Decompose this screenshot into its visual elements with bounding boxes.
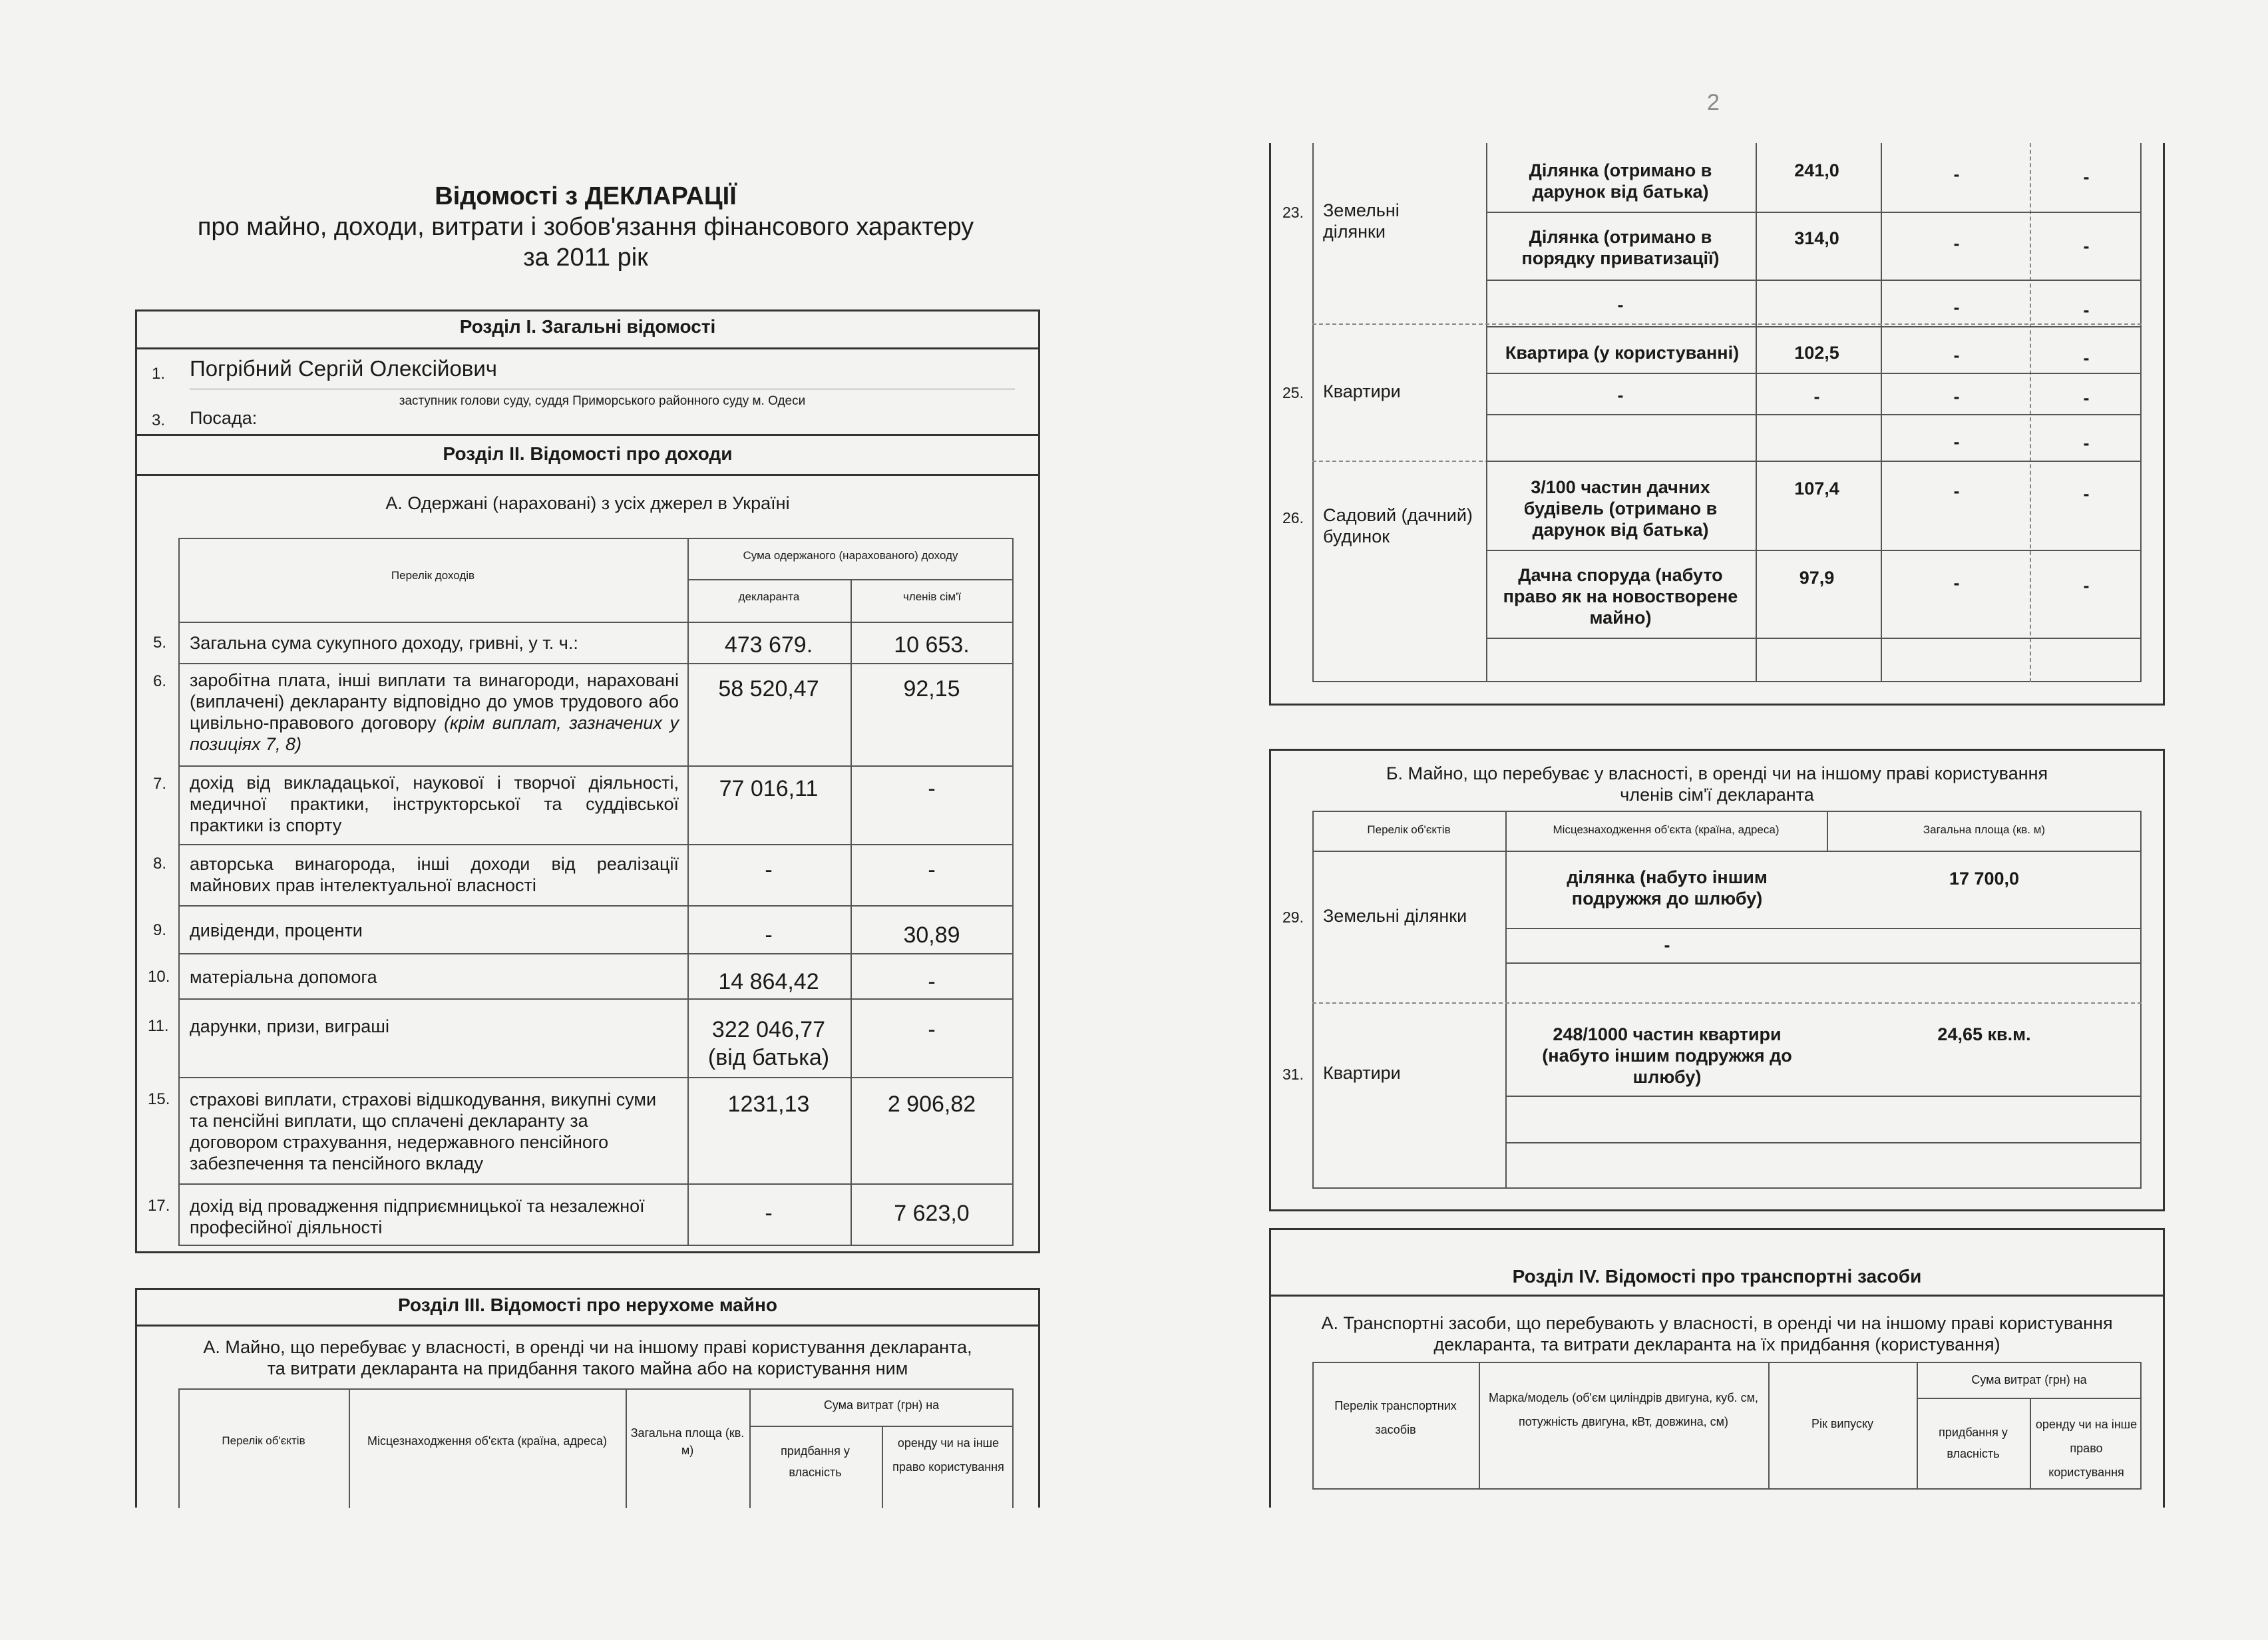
income-row-9-family: 30,89 bbox=[903, 922, 960, 948]
prop-26-item-1-buy: - bbox=[1953, 481, 1960, 501]
fam-head-location: Місцезнаходження об'єкта (країна, адреса) bbox=[1553, 823, 1780, 836]
prop-25-item-1-desc: Квартира (у користуванні) bbox=[1505, 343, 1740, 363]
prop-25-item-2-buy: - bbox=[1953, 387, 1960, 407]
income-row-11-text: дарунки, призи, виграші bbox=[190, 1016, 389, 1036]
prop-23-item-3-rent: - bbox=[2083, 300, 2090, 320]
prop-head-area: Загальна площа (кв. м) bbox=[630, 1426, 745, 1457]
fam-head-area: Загальна площа (кв. м) bbox=[1923, 823, 2046, 836]
income-row-17-declarant: - bbox=[765, 1201, 773, 1226]
income-row-8-text: авторська винагорода, інші доходи від реалізації майнових прав інтелектуальної власності bbox=[190, 854, 679, 895]
prop-26-item-2-area: 97,9 bbox=[1799, 568, 1835, 588]
fam-row-29-label: Земельні ділянки bbox=[1323, 906, 1467, 926]
document-title bbox=[133, 181, 1038, 273]
section-2-title: Розділ ІІ. Відомості про доходи bbox=[443, 443, 733, 464]
income-row-6-text: заробітна плата, інші виплати та винагороди, нараховані (виплачені) декларанту відповідно до умов трудового або цивільно-правового договору (крім виплат, зазначених у позиціях 7, 8) bbox=[190, 670, 679, 754]
income-row-15-num: 15. bbox=[148, 1090, 170, 1108]
title-subtitle: про майно, доходи, витрати і зобов'язання фінансового характеру bbox=[197, 213, 974, 241]
prop-row-23-num: 23. bbox=[1282, 204, 1304, 221]
title-main: Відомості з ДЕКЛАРАЦІЇ bbox=[435, 182, 737, 210]
income-row-15-text: страхові виплати, страхові відшкодування, викупні суми та пенсійні виплати, що сплачені декларанту за договором страхування, недержавного пенсійного забезпечення та пенсійного вкладу bbox=[190, 1090, 657, 1173]
prop-row-25-label: Квартири bbox=[1323, 381, 1401, 401]
veh-head-year: Рік випуску bbox=[1811, 1417, 1874, 1430]
prop-23-item-3-buy: - bbox=[1953, 298, 1960, 317]
income-row-5-num: 5. bbox=[153, 634, 167, 652]
prop-23-item-1-buy: - bbox=[1953, 164, 1960, 184]
prop-head-expenses: Сума витрат (грн) на bbox=[823, 1398, 940, 1412]
prop-23-item-2-area: 314,0 bbox=[1794, 228, 1839, 248]
veh-head-expenses: Сума витрат (грн) на bbox=[1971, 1373, 2087, 1386]
veh-head-buy: придбання у власність bbox=[1939, 1426, 2008, 1460]
income-row-7-declarant: 77 016,11 bbox=[719, 776, 819, 801]
prop-head-buy: придбання у власність bbox=[781, 1444, 850, 1479]
prop-row-26-label: Садовий (дачний) будинок bbox=[1323, 505, 1473, 546]
income-row-17-num: 17. bbox=[148, 1197, 170, 1215]
section-2a-subtitle: А. Одержані (нараховані) з усіх джерел в Україні bbox=[385, 493, 790, 513]
prop-23-item-2-desc: Ділянка (отримано в порядку приватизації) bbox=[1521, 227, 1720, 268]
title-year: за 2011 рік bbox=[523, 244, 648, 272]
prop-head-rent: оренду чи на інше право користування bbox=[892, 1436, 1004, 1474]
section-3b-title-2: членів сім'ї декларанта bbox=[1620, 785, 1814, 805]
prop-head-location: Місцезнаходження об'єкта (країна, адреса) bbox=[367, 1434, 607, 1448]
head-income-list: Перелік доходів bbox=[391, 569, 475, 582]
income-row-15-declarant: 1231,13 bbox=[727, 1092, 810, 1117]
income-row-9-text: дивіденди, проценти bbox=[190, 921, 363, 940]
veh-head-rent: оренду чи на інше право користування bbox=[2035, 1418, 2138, 1479]
income-row-10-num: 10. bbox=[148, 968, 170, 986]
income-row-7-num: 7. bbox=[153, 775, 167, 793]
prop-row-26-num: 26. bbox=[1282, 509, 1304, 526]
income-row-8-family: - bbox=[928, 857, 936, 883]
prop-23-item-1-desc: Ділянка (отримано в дарунок від батька) bbox=[1529, 160, 1712, 202]
prop-row-23-label: Земельні ділянки bbox=[1323, 200, 1400, 242]
income-row-17-family: 7 623,0 bbox=[894, 1201, 970, 1226]
income-row-6-family: 92,15 bbox=[903, 676, 960, 702]
income-row-11-num: 11. bbox=[148, 1017, 169, 1035]
income-row-6-declarant: 58 520,47 bbox=[718, 676, 819, 702]
fam-row-31-num: 31. bbox=[1282, 1066, 1304, 1083]
declarant-name: Погрібний Сергій Олексійович bbox=[190, 356, 497, 381]
fam-head-objects: Перелік об'єктів bbox=[1367, 823, 1451, 836]
position-label: Посада: bbox=[190, 408, 258, 428]
prop-23-item-3-desc: - bbox=[1617, 295, 1624, 315]
section-3a-subtitle-2: та витрати декларанта на придбання такого майна або на користування ним bbox=[267, 1358, 908, 1378]
veh-head-model: Марка/модель (об'єм циліндрів двигуна, куб. см, потужність двигуна, кВт, довжина, см) bbox=[1488, 1391, 1759, 1428]
income-row-7-text: дохід від викладацької, наукової і творчої діяльності, медичної практики, інструкторської та суддівської практики із спорту bbox=[190, 773, 679, 835]
veh-head-list: Перелік транспортних засобів bbox=[1334, 1399, 1457, 1436]
fam-29-area: 17 700,0 bbox=[1949, 869, 2020, 889]
section-3b-title-1: Б. Майно, що перебуває у власності, в оренді чи на іншому праві користування bbox=[1386, 763, 2048, 783]
income-row-9-declarant: - bbox=[765, 922, 773, 948]
income-row-9-num: 9. bbox=[153, 921, 167, 939]
prop-25-item-3-rent: - bbox=[2083, 433, 2090, 453]
section-4a-subtitle-2: декларанта, та витрати декларанта на їх придбання (користування) bbox=[1433, 1334, 2000, 1354]
head-family: членів сім'ї bbox=[902, 590, 962, 603]
prop-26-item-2-buy: - bbox=[1953, 573, 1960, 593]
prop-26-item-1-area: 107,4 bbox=[1794, 479, 1839, 499]
fam-29-desc-2: - bbox=[1664, 935, 1670, 955]
income-row-10-family: - bbox=[928, 969, 936, 994]
prop-23-item-2-buy: - bbox=[1953, 234, 1960, 254]
prop-26-item-1-rent: - bbox=[2083, 484, 2090, 504]
prop-25-item-2-desc: - bbox=[1617, 385, 1624, 405]
prop-26-item-2-desc: Дачна споруда (набуто право як на новостворене майно) bbox=[1503, 565, 1738, 628]
page-number: 2 bbox=[1707, 90, 1720, 115]
prop-25-item-2-area: - bbox=[1813, 387, 1820, 407]
head-income-sum: Сума одержаного (нарахованого) доходу bbox=[743, 549, 958, 562]
income-row-17-text: дохід від провадження підприємницької та незалежної професійної діяльності bbox=[190, 1196, 645, 1237]
fam-31-area: 24,65 кв.м. bbox=[1937, 1024, 2031, 1044]
section-1-title: Розділ І. Загальні відомості bbox=[459, 316, 716, 337]
income-row-11-declarant: 322 046,77 (від батька) bbox=[707, 1017, 830, 1070]
income-row-8-num: 8. bbox=[153, 855, 167, 873]
prop-head-objects: Перелік об'єктів bbox=[222, 1434, 305, 1447]
row-3-num: 3. bbox=[152, 411, 166, 429]
fam-row-31-label: Квартири bbox=[1323, 1063, 1401, 1083]
income-row-11-family: - bbox=[928, 1017, 936, 1042]
income-row-8-declarant: - bbox=[765, 857, 773, 883]
fam-29-desc: ділянка (набуто іншим подружжя до шлюбу) bbox=[1567, 867, 1768, 909]
row-1-num: 1. bbox=[152, 365, 166, 383]
prop-23-item-1-area: 241,0 bbox=[1794, 160, 1839, 180]
income-row-5-text: Загальна сума сукупного доходу, гривні, у т. ч.: bbox=[190, 633, 578, 653]
prop-25-item-2-rent: - bbox=[2083, 388, 2090, 408]
section-4a-subtitle-1: А. Транспортні засоби, що перебувають у власності, в оренді чи на іншому праві користування bbox=[1321, 1313, 2113, 1333]
position-description: заступник голови суду, суддя Приморського районного суду м. Одеси bbox=[399, 394, 806, 408]
prop-23-item-2-rent: - bbox=[2083, 236, 2090, 256]
head-declarant: декларанта bbox=[738, 590, 800, 603]
income-row-10-declarant: 14 864,42 bbox=[718, 969, 819, 994]
prop-23-item-1-rent: - bbox=[2083, 167, 2090, 187]
prop-25-item-1-buy: - bbox=[1953, 345, 1960, 365]
income-row-10-text: матеріальна допомога bbox=[190, 967, 377, 987]
income-row-7-family: - bbox=[928, 776, 936, 801]
income-row-5-declarant: 473 679. bbox=[724, 632, 813, 658]
prop-25-item-1-rent: - bbox=[2083, 348, 2090, 368]
section-3-title: Розділ ІІІ. Відомості про нерухоме майно bbox=[398, 1295, 777, 1315]
section-4-title: Розділ IV. Відомості про транспортні засоби bbox=[1512, 1266, 1922, 1287]
income-row-15-family: 2 906,82 bbox=[887, 1092, 976, 1117]
income-row-6-num: 6. bbox=[153, 672, 167, 690]
fam-31-desc: 248/1000 частин квартири (набуто іншим подружжя до шлюбу) bbox=[1542, 1024, 1792, 1087]
section-3a-subtitle-1: А. Майно, що перебуває у власності, в оренді чи на іншому праві користування декларанта, bbox=[203, 1337, 972, 1357]
income-row-5-family: 10 653. bbox=[894, 632, 970, 658]
prop-26-item-1-desc: 3/100 частин дачних будівель (отримано в дарунок від батька) bbox=[1523, 477, 1718, 540]
prop-25-item-3-buy: - bbox=[1953, 432, 1960, 452]
prop-25-item-1-area: 102,5 bbox=[1794, 343, 1839, 363]
prop-26-item-2-rent: - bbox=[2083, 576, 2090, 596]
fam-row-29-num: 29. bbox=[1282, 909, 1304, 926]
prop-row-25-num: 25. bbox=[1282, 384, 1304, 401]
